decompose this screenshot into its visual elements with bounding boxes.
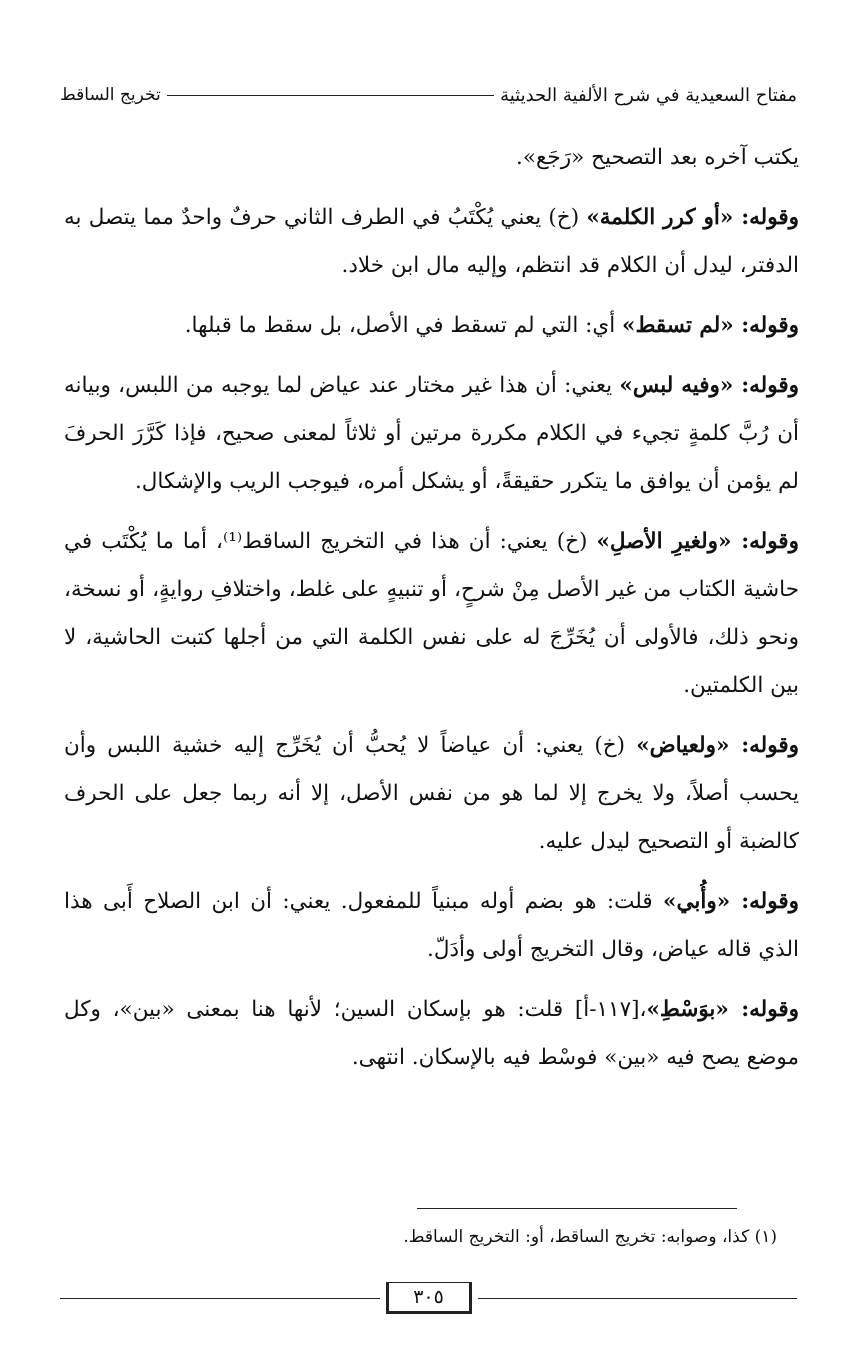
footnote-divider [417,1208,737,1209]
page-number-rule-left [60,1298,380,1299]
footnote: (١) كذا، وصوابه: تخريج الساقط، أو: التخريج الساقط. [403,1227,777,1247]
paragraph-text: (خ) يعني: أن عياضاً لا يُحبُّ أن يُخَرِّج إليه خشية اللبس وأن يحسب أصلاً، ولا يخرج إلا لما هو من نفس الأصل، إلا أنه ربما جعل على الحرف كالضبة أو التصحيح ليدل عليه. [64,733,799,854]
paragraph-lead: وقوله: [728,997,799,1022]
paragraph-lead: وقوله: [733,373,799,398]
page-number: ٣٠٥ [386,1282,472,1314]
paragraph-quote: «ولعياض» [636,733,730,758]
page-number-rule-right [478,1298,798,1299]
paragraph [64,134,799,182]
paragraph-lead: وقوله: [729,733,799,758]
paragraph-quote: «لم تسقط» [622,313,734,338]
paragraph-quote: «ولغيرِ الأصلِ» [596,529,732,554]
paragraph [64,362,799,506]
paragraph-lead: وقوله: [730,889,799,914]
book-title: مفتاح السعيدية في شرح الألفية الحديثية [500,84,797,106]
paragraph-text: يعني: أن هذا غير مختار عند عياض لما يوجبه من اللبس، وبيانه أن رُبَّ كلمةٍ تجيء في الكلام مكررة مرتين أو ثلاثاً لمعنى صحيح، فإذا كَرَّرَ الحرفَ لم يؤمن أن يوافق ما يتكرر حقيقةً، أو يشكل أمره، فيوجب الريب والإشكال. [64,373,799,494]
paragraph [64,986,799,1082]
running-header [60,78,797,112]
paragraph [64,518,799,710]
paragraph-lead: وقوله: [733,205,799,230]
section-title: تخريج الساقط [60,85,161,105]
paragraph-text: يكتب آخره بعد التصحيح «رَجَع». [516,145,799,170]
paragraph [64,878,799,974]
paragraph-quote: «وأُبي» [663,889,731,914]
paragraph [64,194,799,290]
header-rule [167,95,494,96]
paragraph [64,722,799,866]
paragraph-text: قلت: هو بضم أوله مبنياً للمفعول. يعني: أن ابن الصلاح أَبى هذا الذي قاله عياض، وقال التخريج أولى وأدَلّ. [64,889,799,962]
paragraph-text: (خ) يعني يُكْتَبُ في الطرف الثاني حرفٌ واحدٌ مما يتصل به الدفتر، ليدل أن الكلام قد انتظم، وإليه مال ابن خلاد. [64,205,799,278]
main-text [64,134,799,1094]
paragraph [64,302,799,350]
paragraph-quote: «أو كرر الكلمة» [586,205,734,230]
paragraph-text: أي: التي لم تسقط في الأصل، بل سقط ما قبلها. [184,313,623,338]
paragraph-quote: «بوَسْطِ» [646,997,729,1022]
paragraph-text: (خ) يعني: أن هذا في التخريج الساقط⁽¹⁾، أما ما يُكْتَب في حاشية الكتاب من غير الأصل مِنْ شرحٍ، أو تنبيهٍ على غلط، واختلافِ روايةٍ، أو نسخة، ونحو ذلك، فالأولى أن يُخَرِّجَ له على نفس الكلمة التي من أجلها كتبت الحاشية، لا بين الكلمتين. [64,529,799,698]
page-number-bar [60,1280,797,1316]
paragraph-lead: وقوله: [731,529,799,554]
paragraph-text: ،[١١٧-أ] قلت: هو بإسكان السين؛ لأنها هنا بمعنى «بين»، وكل موضع يصح فيه «بين» فوسْط فيه بالإسكان. انتهى. [64,997,799,1070]
paragraph-lead: وقوله: [733,313,799,338]
paragraph-quote: «وفيه لبس» [619,373,734,398]
